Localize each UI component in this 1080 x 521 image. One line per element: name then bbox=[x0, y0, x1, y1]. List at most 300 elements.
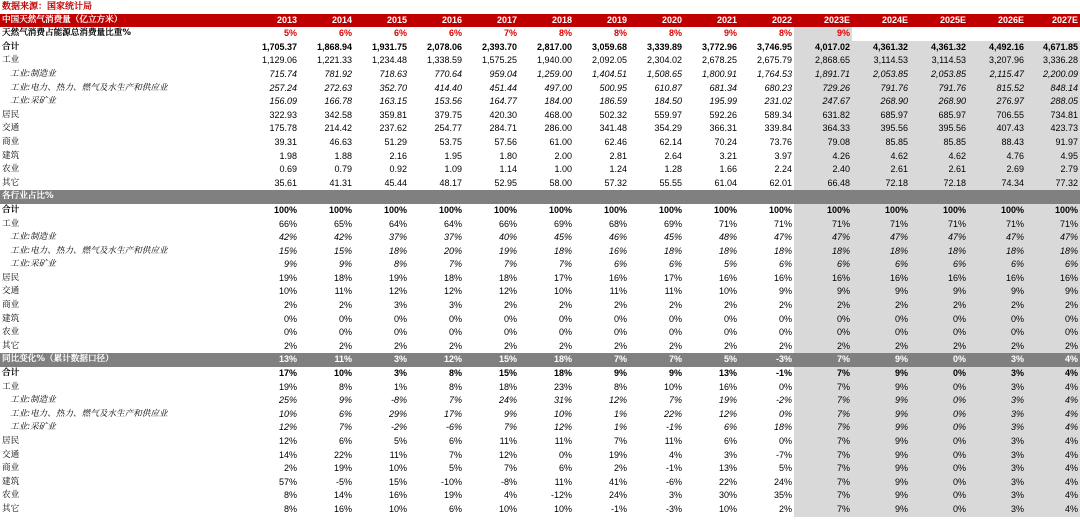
value-cell[interactable]: 6% bbox=[852, 258, 910, 272]
value-cell[interactable]: 0% bbox=[668, 313, 682, 324]
row-label[interactable]: 工业:采矿业 bbox=[10, 259, 56, 270]
value-cell[interactable]: 16% bbox=[1026, 272, 1080, 286]
value-cell[interactable]: 8% bbox=[613, 28, 627, 39]
value-cell[interactable]: 0% bbox=[338, 327, 352, 338]
value-cell[interactable]: 9% bbox=[723, 28, 737, 39]
value-cell[interactable]: 12% bbox=[498, 449, 517, 460]
year-header[interactable]: 2022 bbox=[739, 14, 794, 28]
value-cell[interactable]: 0% bbox=[910, 476, 968, 490]
value-cell[interactable]: -1% bbox=[610, 503, 627, 514]
value-cell[interactable]: 37% bbox=[443, 232, 462, 243]
value-cell[interactable]: 4,671.85 bbox=[1026, 41, 1080, 55]
value-cell[interactable]: 6% bbox=[1026, 258, 1080, 272]
empty-cell[interactable] bbox=[629, 190, 684, 204]
value-cell[interactable]: 3% bbox=[968, 489, 1026, 503]
value-cell[interactable]: 3% bbox=[968, 394, 1026, 408]
value-cell[interactable]: 0% bbox=[448, 313, 462, 324]
value-cell[interactable]: 2,393.70 bbox=[481, 41, 517, 52]
empty-cell[interactable] bbox=[409, 190, 464, 204]
value-cell[interactable]: 2% bbox=[723, 340, 737, 351]
value-cell[interactable]: 8% bbox=[393, 259, 407, 270]
value-cell[interactable]: 71% bbox=[1026, 218, 1080, 232]
row-label[interactable]: 商业 bbox=[2, 463, 20, 474]
value-cell[interactable]: 16% bbox=[718, 272, 737, 283]
value-cell[interactable]: 9% bbox=[852, 476, 910, 490]
value-cell[interactable]: 3% bbox=[968, 449, 1026, 463]
value-cell[interactable]: 16% bbox=[968, 272, 1026, 286]
year-header[interactable]: 2016 bbox=[409, 14, 464, 28]
value-cell[interactable]: 8% bbox=[613, 381, 627, 392]
value-cell[interactable]: 272.63 bbox=[324, 82, 352, 93]
value-cell[interactable]: 18% bbox=[773, 245, 792, 256]
value-cell[interactable]: 71% bbox=[968, 218, 1026, 232]
value-cell[interactable]: 2% bbox=[778, 503, 792, 514]
empty-cell[interactable] bbox=[852, 190, 910, 204]
value-cell[interactable]: 407.43 bbox=[968, 122, 1026, 136]
value-cell[interactable]: 47% bbox=[1026, 231, 1080, 245]
value-cell[interactable]: 6% bbox=[778, 259, 792, 270]
value-cell[interactable]: 195.99 bbox=[709, 96, 737, 107]
value-cell[interactable]: 7% bbox=[794, 381, 852, 395]
value-cell[interactable]: 73.76 bbox=[769, 136, 792, 147]
value-cell[interactable]: 364.33 bbox=[794, 122, 852, 136]
value-cell[interactable]: 175.78 bbox=[269, 123, 297, 134]
value-cell[interactable]: 11% bbox=[554, 436, 572, 446]
value-cell[interactable]: 414.40 bbox=[434, 82, 462, 93]
value-cell[interactable]: 2% bbox=[338, 300, 352, 311]
value-cell[interactable]: 0% bbox=[910, 313, 968, 327]
value-cell[interactable]: 2% bbox=[283, 463, 297, 474]
value-cell[interactable]: 62.46 bbox=[604, 136, 627, 147]
value-cell[interactable]: 2% bbox=[910, 299, 968, 313]
row-label[interactable]: 居民 bbox=[2, 436, 20, 446]
value-cell[interactable]: 100% bbox=[438, 204, 462, 215]
value-cell[interactable]: 17% bbox=[278, 368, 297, 379]
row-label[interactable]: 工业:采矿业 bbox=[10, 422, 56, 433]
value-cell[interactable]: 9% bbox=[794, 27, 852, 41]
value-cell[interactable]: 10% bbox=[553, 408, 572, 419]
value-cell[interactable]: 19% bbox=[333, 463, 352, 474]
row-label[interactable]: 工业:制造业 bbox=[10, 68, 56, 79]
row-label[interactable]: 工业 bbox=[2, 55, 20, 66]
value-cell[interactable]: 7% bbox=[503, 28, 517, 39]
value-cell[interactable]: 18% bbox=[852, 245, 910, 259]
value-cell[interactable]: 0% bbox=[393, 313, 407, 324]
value-cell[interactable]: 395.56 bbox=[910, 122, 968, 136]
value-cell[interactable]: 9% bbox=[852, 435, 910, 449]
value-cell[interactable]: 37% bbox=[388, 232, 407, 243]
value-cell[interactable]: 17% bbox=[663, 272, 682, 283]
value-cell[interactable]: 74.34 bbox=[968, 177, 1026, 191]
value-cell[interactable]: 10% bbox=[553, 286, 572, 297]
value-cell[interactable]: 11% bbox=[334, 286, 352, 297]
value-cell[interactable]: 14% bbox=[333, 490, 352, 501]
value-cell[interactable]: 156.09 bbox=[269, 96, 297, 107]
empty-cell[interactable] bbox=[968, 190, 1026, 204]
value-cell[interactable]: 19% bbox=[443, 490, 462, 501]
value-cell[interactable] bbox=[1026, 27, 1080, 41]
value-cell[interactable]: 781.92 bbox=[324, 68, 352, 79]
value-cell[interactable]: 15% bbox=[388, 476, 407, 487]
value-cell[interactable]: 18% bbox=[388, 245, 407, 256]
value-cell[interactable]: -10% bbox=[440, 476, 462, 487]
value-cell[interactable]: 6% bbox=[613, 259, 627, 270]
value-cell[interactable]: 3% bbox=[968, 408, 1026, 422]
value-cell[interactable]: 69% bbox=[553, 218, 572, 229]
value-cell[interactable]: 559.97 bbox=[654, 109, 682, 120]
value-cell[interactable]: 2% bbox=[778, 340, 792, 351]
value-cell[interactable]: 2.64 bbox=[664, 150, 682, 161]
value-cell[interactable]: 16% bbox=[910, 272, 968, 286]
value-cell[interactable]: 8% bbox=[668, 28, 682, 39]
value-cell[interactable]: 0% bbox=[794, 326, 852, 340]
row-label[interactable]: 建筑 bbox=[2, 476, 20, 487]
value-cell[interactable]: 88.43 bbox=[968, 136, 1026, 150]
value-cell[interactable]: 2% bbox=[1026, 299, 1080, 313]
value-cell[interactable]: 0% bbox=[558, 327, 572, 338]
value-cell[interactable]: -3% bbox=[739, 353, 794, 367]
value-cell[interactable]: 2% bbox=[613, 340, 627, 351]
value-cell[interactable]: 6% bbox=[558, 463, 572, 474]
value-cell[interactable]: 2.81 bbox=[609, 150, 627, 161]
value-cell[interactable]: 4,361.32 bbox=[852, 41, 910, 55]
value-cell[interactable]: 71% bbox=[773, 218, 792, 229]
value-cell[interactable]: 1.09 bbox=[444, 164, 462, 175]
value-cell[interactable]: 22% bbox=[718, 476, 737, 487]
value-cell[interactable]: 6% bbox=[393, 28, 407, 39]
year-header[interactable]: 2019 bbox=[574, 14, 629, 28]
value-cell[interactable]: 3,059.68 bbox=[591, 41, 627, 52]
year-header[interactable]: 2015 bbox=[354, 14, 409, 28]
year-header[interactable]: 2026E bbox=[968, 14, 1026, 28]
value-cell[interactable]: -6% bbox=[445, 422, 462, 433]
value-cell[interactable]: 1% bbox=[613, 408, 627, 419]
row-label[interactable]: 交通 bbox=[2, 286, 20, 297]
value-cell[interactable]: 47% bbox=[968, 231, 1026, 245]
row-label[interactable]: 农业 bbox=[2, 327, 20, 338]
value-cell[interactable]: 2% bbox=[968, 299, 1026, 313]
row-label[interactable]: 建筑 bbox=[2, 313, 20, 324]
value-cell[interactable]: 7% bbox=[574, 353, 629, 367]
value-cell[interactable]: 10% bbox=[718, 503, 737, 514]
value-cell[interactable]: 91.97 bbox=[1026, 136, 1080, 150]
value-cell[interactable]: 2% bbox=[968, 340, 1026, 354]
value-cell[interactable]: 55.55 bbox=[659, 177, 682, 188]
value-cell[interactable]: 1.28 bbox=[664, 164, 682, 175]
value-cell[interactable]: 11% bbox=[299, 353, 354, 367]
value-cell[interactable]: 16% bbox=[608, 245, 627, 256]
value-cell[interactable]: 0% bbox=[910, 394, 968, 408]
value-cell[interactable]: 12% bbox=[278, 436, 297, 446]
value-cell[interactable]: 231.02 bbox=[764, 96, 792, 107]
value-cell[interactable]: 12% bbox=[498, 286, 517, 297]
value-cell[interactable]: 0% bbox=[778, 381, 792, 392]
value-cell[interactable]: 715.74 bbox=[269, 68, 297, 79]
value-cell[interactable]: 3% bbox=[393, 300, 407, 311]
value-cell[interactable]: 4% bbox=[1026, 367, 1080, 381]
year-header[interactable]: 2014 bbox=[299, 14, 354, 28]
value-cell[interactable]: 10% bbox=[333, 368, 352, 379]
value-cell[interactable]: 2% bbox=[910, 340, 968, 354]
year-header[interactable]: 2023E bbox=[794, 14, 852, 28]
value-cell[interactable]: 2,092.05 bbox=[591, 55, 627, 66]
value-cell[interactable]: 468.00 bbox=[544, 109, 572, 120]
year-header[interactable]: 2018 bbox=[519, 14, 574, 28]
value-cell[interactable]: 9% bbox=[668, 368, 682, 379]
value-cell[interactable]: 19% bbox=[608, 449, 627, 460]
year-header[interactable]: 2021 bbox=[684, 14, 739, 28]
value-cell[interactable]: 4% bbox=[1026, 353, 1080, 367]
value-cell[interactable]: 1,764.53 bbox=[756, 68, 792, 79]
value-cell[interactable]: 0% bbox=[852, 313, 910, 327]
empty-cell[interactable] bbox=[299, 190, 354, 204]
value-cell[interactable]: 16% bbox=[388, 490, 407, 501]
value-cell[interactable]: 1.88 bbox=[334, 150, 352, 161]
value-cell[interactable]: 0% bbox=[558, 313, 572, 324]
value-cell[interactable]: 10% bbox=[663, 381, 682, 392]
value-cell[interactable]: 5% bbox=[778, 463, 792, 474]
value-cell[interactable]: 502.32 bbox=[599, 109, 627, 120]
value-cell[interactable]: 15% bbox=[333, 245, 352, 256]
value-cell[interactable]: 9% bbox=[852, 394, 910, 408]
value-cell[interactable]: 359.81 bbox=[379, 109, 407, 120]
value-cell[interactable]: 53.75 bbox=[439, 136, 462, 147]
value-cell[interactable]: 1,338.59 bbox=[426, 55, 462, 66]
value-cell[interactable]: 680.23 bbox=[764, 82, 792, 93]
value-cell[interactable]: 7% bbox=[794, 367, 852, 381]
value-cell[interactable]: 100% bbox=[1026, 204, 1080, 218]
value-cell[interactable]: 13% bbox=[718, 463, 737, 474]
value-cell[interactable]: -12% bbox=[550, 490, 572, 501]
value-cell[interactable]: 7% bbox=[629, 353, 684, 367]
value-cell[interactable]: 2% bbox=[794, 299, 852, 313]
value-cell[interactable]: 0% bbox=[910, 489, 968, 503]
value-cell[interactable]: 19% bbox=[498, 245, 517, 256]
value-cell[interactable]: 100% bbox=[968, 204, 1026, 218]
value-cell[interactable]: 100% bbox=[273, 204, 297, 215]
row-label[interactable]: 居民 bbox=[2, 109, 20, 120]
value-cell[interactable]: 379.75 bbox=[434, 109, 462, 120]
value-cell[interactable]: 9% bbox=[778, 286, 792, 297]
value-cell[interactable]: 342.58 bbox=[324, 109, 352, 120]
value-cell[interactable]: -2% bbox=[775, 395, 792, 406]
row-label[interactable]: 工业:制造业 bbox=[10, 395, 56, 406]
value-cell[interactable]: 0% bbox=[910, 449, 968, 463]
value-cell[interactable]: 4.76 bbox=[968, 150, 1026, 164]
value-cell[interactable]: 8% bbox=[558, 28, 572, 39]
value-cell[interactable]: 2% bbox=[448, 340, 462, 351]
value-cell[interactable]: 0% bbox=[1026, 326, 1080, 340]
row-label[interactable]: 工业 bbox=[2, 381, 20, 392]
value-cell[interactable]: 6% bbox=[448, 436, 462, 446]
value-cell[interactable]: 2% bbox=[613, 463, 627, 474]
value-cell[interactable]: 2.61 bbox=[852, 163, 910, 177]
value-cell[interactable]: 7% bbox=[503, 422, 517, 433]
value-cell[interactable]: 1,221.33 bbox=[316, 55, 352, 66]
value-cell[interactable]: 16% bbox=[333, 503, 352, 514]
value-cell[interactable]: 420.30 bbox=[489, 109, 517, 120]
value-cell[interactable]: 100% bbox=[852, 204, 910, 218]
value-cell[interactable]: 39.31 bbox=[274, 136, 297, 147]
year-header[interactable]: 2024E bbox=[852, 14, 910, 28]
value-cell[interactable]: 3% bbox=[393, 368, 407, 379]
value-cell[interactable]: 7% bbox=[794, 476, 852, 490]
empty-cell[interactable] bbox=[794, 190, 852, 204]
value-cell[interactable]: 47% bbox=[773, 232, 792, 243]
value-cell[interactable]: 0% bbox=[910, 353, 968, 367]
value-cell[interactable]: 0.69 bbox=[279, 164, 297, 175]
value-cell[interactable]: 100% bbox=[493, 204, 517, 215]
value-cell[interactable]: 8% bbox=[448, 381, 462, 392]
value-cell[interactable]: 0% bbox=[393, 327, 407, 338]
value-cell[interactable]: 8% bbox=[283, 490, 297, 501]
value-cell[interactable]: 100% bbox=[548, 204, 572, 215]
value-cell[interactable]: 18% bbox=[333, 272, 352, 283]
value-cell[interactable]: 9% bbox=[283, 259, 297, 270]
value-cell[interactable]: 9% bbox=[852, 367, 910, 381]
value-cell[interactable]: 706.55 bbox=[968, 109, 1026, 123]
value-cell[interactable]: 2,868.65 bbox=[794, 54, 852, 68]
value-cell[interactable]: 2,115.47 bbox=[968, 68, 1026, 82]
value-cell[interactable]: 3,207.96 bbox=[968, 54, 1026, 68]
value-cell[interactable]: 0% bbox=[910, 326, 968, 340]
value-cell[interactable]: 3% bbox=[354, 353, 409, 367]
value-cell[interactable]: 70.24 bbox=[714, 136, 737, 147]
value-cell[interactable]: 0% bbox=[503, 313, 517, 324]
value-cell[interactable]: 4.95 bbox=[1026, 150, 1080, 164]
row-label[interactable]: 工业:电力、热力、燃气及水生产和供应业 bbox=[10, 408, 168, 419]
value-cell[interactable]: 11% bbox=[389, 449, 407, 460]
value-cell[interactable]: 0% bbox=[558, 449, 572, 460]
value-cell[interactable]: 0% bbox=[778, 327, 792, 338]
year-header[interactable]: 2025E bbox=[910, 14, 968, 28]
value-cell[interactable]: 45% bbox=[663, 232, 682, 243]
value-cell[interactable]: 2.79 bbox=[1026, 163, 1080, 177]
value-cell[interactable]: 9% bbox=[338, 259, 352, 270]
value-cell[interactable]: 4% bbox=[668, 449, 682, 460]
row-label[interactable]: 农业 bbox=[2, 164, 20, 175]
value-cell[interactable]: 4% bbox=[1026, 462, 1080, 476]
value-cell[interactable]: 7% bbox=[558, 259, 572, 270]
value-cell[interactable]: 0% bbox=[1026, 313, 1080, 327]
value-cell[interactable]: 4,017.02 bbox=[794, 41, 852, 55]
value-cell[interactable]: 6% bbox=[668, 259, 682, 270]
value-cell[interactable]: 10% bbox=[278, 286, 297, 297]
value-cell[interactable]: 15% bbox=[464, 353, 519, 367]
value-cell[interactable]: 2% bbox=[668, 300, 682, 311]
value-cell[interactable]: 62.01 bbox=[769, 177, 792, 188]
value-cell[interactable]: 6% bbox=[723, 436, 737, 446]
value-cell[interactable]: 1% bbox=[613, 422, 627, 433]
value-cell[interactable]: 9% bbox=[852, 489, 910, 503]
value-cell[interactable]: 35% bbox=[773, 490, 792, 501]
value-cell[interactable]: 7% bbox=[448, 449, 462, 460]
value-cell[interactable]: 0% bbox=[910, 367, 968, 381]
value-cell[interactable]: 12% bbox=[278, 422, 297, 433]
value-cell[interactable]: 15% bbox=[498, 368, 517, 379]
row-label[interactable]: 居民 bbox=[2, 272, 20, 283]
value-cell[interactable]: 3% bbox=[968, 503, 1026, 517]
value-cell[interactable]: 1.24 bbox=[609, 164, 627, 175]
value-cell[interactable]: 57.56 bbox=[494, 136, 517, 147]
value-cell[interactable]: 18% bbox=[968, 245, 1026, 259]
value-cell[interactable]: 339.84 bbox=[764, 123, 792, 134]
row-label[interactable]: 工业:电力、热力、燃气及水生产和供应业 bbox=[10, 82, 168, 93]
value-cell[interactable]: 71% bbox=[718, 218, 737, 229]
value-cell[interactable]: 1.14 bbox=[499, 164, 517, 175]
row-label[interactable]: 建筑 bbox=[2, 150, 20, 161]
value-cell[interactable]: 286.00 bbox=[544, 123, 572, 134]
row-label[interactable]: 其它 bbox=[2, 177, 20, 188]
value-cell[interactable]: 341.48 bbox=[599, 123, 627, 134]
row-label[interactable]: 商业 bbox=[2, 300, 20, 311]
value-cell[interactable]: 163.15 bbox=[379, 96, 407, 107]
row-label[interactable]: 天然气消费占能源总消费量比重% bbox=[2, 28, 131, 39]
value-cell[interactable]: 100% bbox=[794, 204, 852, 218]
value-cell[interactable]: 100% bbox=[328, 204, 352, 215]
value-cell[interactable]: 24% bbox=[498, 395, 517, 406]
value-cell[interactable]: 9% bbox=[852, 503, 910, 517]
value-cell[interactable]: 4.62 bbox=[910, 150, 968, 164]
value-cell[interactable]: 4% bbox=[1026, 394, 1080, 408]
value-cell[interactable]: 1,575.25 bbox=[481, 55, 517, 66]
value-cell[interactable]: 7% bbox=[794, 435, 852, 449]
value-cell[interactable]: 2.69 bbox=[968, 163, 1026, 177]
value-cell[interactable]: 184.50 bbox=[654, 96, 682, 107]
value-cell[interactable]: 0% bbox=[668, 327, 682, 338]
empty-cell[interactable] bbox=[1026, 190, 1080, 204]
value-cell[interactable]: 2% bbox=[723, 300, 737, 311]
value-cell[interactable]: 18% bbox=[498, 272, 517, 283]
value-cell[interactable]: 729.26 bbox=[794, 82, 852, 96]
value-cell[interactable]: 2% bbox=[283, 340, 297, 351]
value-cell[interactable]: 354.29 bbox=[654, 123, 682, 134]
value-cell[interactable]: 5% bbox=[684, 353, 739, 367]
value-cell[interactable]: 247.67 bbox=[794, 95, 852, 109]
value-cell[interactable]: 29% bbox=[388, 408, 407, 419]
value-cell[interactable]: 2,053.85 bbox=[910, 68, 968, 82]
value-cell[interactable]: 0% bbox=[968, 326, 1026, 340]
value-cell[interactable]: 2.61 bbox=[910, 163, 968, 177]
value-cell[interactable]: 6% bbox=[448, 28, 462, 39]
row-label[interactable]: 合计 bbox=[2, 368, 20, 379]
value-cell[interactable]: 3% bbox=[968, 367, 1026, 381]
value-cell[interactable]: -1% bbox=[665, 422, 682, 433]
value-cell[interactable]: 10% bbox=[388, 503, 407, 514]
value-cell[interactable]: 72.18 bbox=[852, 177, 910, 191]
value-cell[interactable]: 65% bbox=[333, 218, 352, 229]
value-cell[interactable]: 9% bbox=[503, 408, 517, 419]
value-cell[interactable] bbox=[852, 27, 910, 41]
value-cell[interactable]: 1,891.71 bbox=[794, 68, 852, 82]
value-cell[interactable]: 166.78 bbox=[324, 96, 352, 107]
value-cell[interactable]: 18% bbox=[553, 368, 572, 379]
value-cell[interactable]: 0% bbox=[283, 327, 297, 338]
value-cell[interactable]: 22% bbox=[663, 408, 682, 419]
value-cell[interactable]: 3.97 bbox=[774, 150, 792, 161]
value-cell[interactable]: 0% bbox=[503, 327, 517, 338]
value-cell[interactable]: 0% bbox=[778, 408, 792, 419]
value-cell[interactable]: 18% bbox=[443, 272, 462, 283]
value-cell[interactable]: 100% bbox=[383, 204, 407, 215]
value-cell[interactable]: 1,940.00 bbox=[536, 55, 572, 66]
value-cell[interactable]: 0% bbox=[852, 326, 910, 340]
value-cell[interactable]: 9% bbox=[910, 285, 968, 299]
value-cell[interactable]: 3% bbox=[968, 462, 1026, 476]
value-cell[interactable]: 2,304.02 bbox=[646, 55, 682, 66]
value-cell[interactable]: 2.00 bbox=[554, 150, 572, 161]
value-cell[interactable]: 6% bbox=[968, 258, 1026, 272]
